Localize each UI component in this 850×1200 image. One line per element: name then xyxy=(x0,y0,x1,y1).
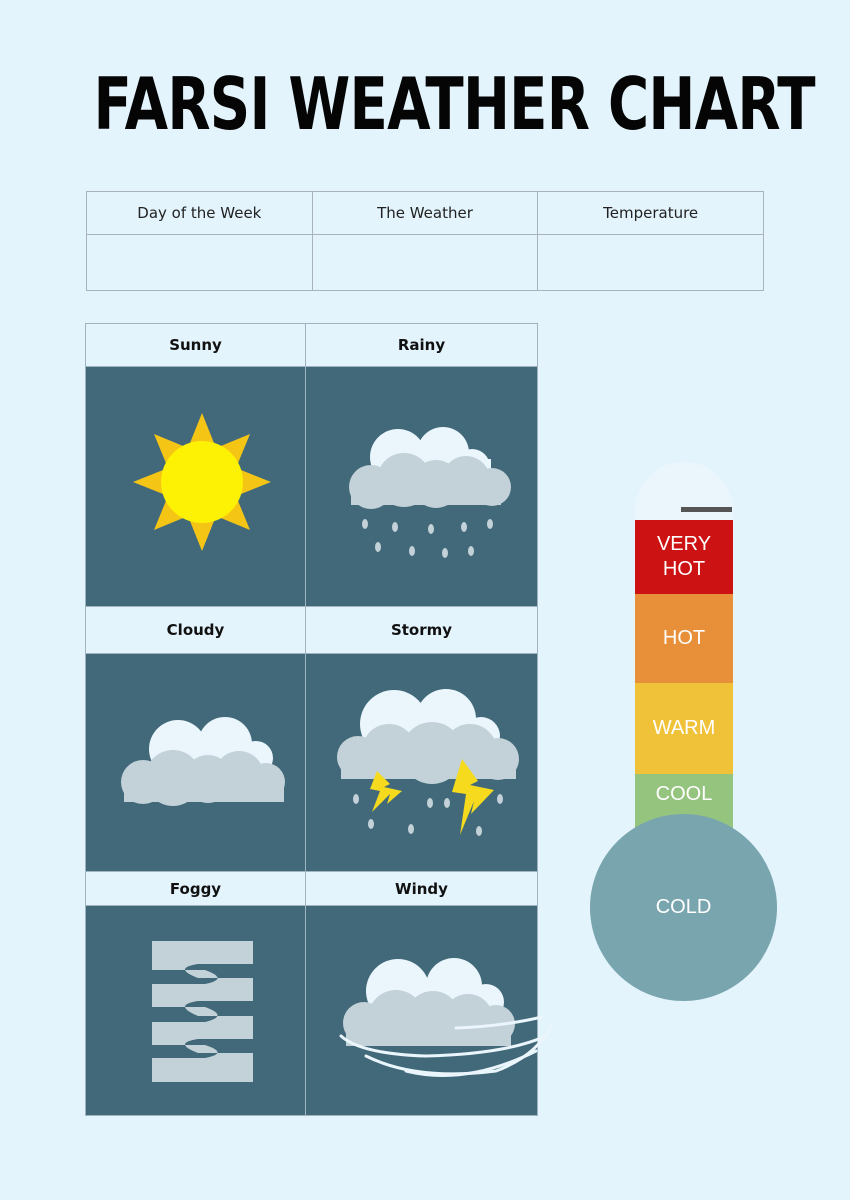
windy-cloud-icon xyxy=(306,906,556,1117)
foggy-panel xyxy=(85,905,306,1116)
band-hot-label: HOT xyxy=(662,627,706,649)
label-windy: Windy xyxy=(305,871,538,906)
header-day: Day of the Week xyxy=(87,192,313,235)
rainy-panel xyxy=(305,366,538,607)
label-sunny: Sunny xyxy=(85,323,306,367)
fog-icon xyxy=(86,906,307,1117)
header-weather: The Weather xyxy=(312,192,538,235)
day-cell[interactable] xyxy=(87,235,313,291)
page-title: FARSI WEATHER CHART xyxy=(93,62,815,146)
band-very-hot-label: VERY HOT xyxy=(656,533,712,580)
cloudy-panel xyxy=(85,653,306,872)
label-rainy: Rainy xyxy=(305,323,538,367)
windy-panel xyxy=(305,905,538,1116)
thermometer-marker xyxy=(681,507,732,512)
table-row xyxy=(87,235,764,291)
sun-icon xyxy=(86,367,307,608)
label-cloudy: Cloudy xyxy=(85,606,306,654)
label-stormy: Stormy xyxy=(305,606,538,654)
table-header-row xyxy=(87,192,764,235)
rain-cloud-icon xyxy=(306,367,539,608)
header-temperature: Temperature xyxy=(538,192,764,235)
cloud-icon xyxy=(86,654,307,873)
weather-cell[interactable] xyxy=(312,235,538,291)
storm-cloud-icon xyxy=(306,654,539,873)
temperature-cell[interactable] xyxy=(538,235,764,291)
band-cool-label: COOL xyxy=(655,783,713,805)
band-warm xyxy=(635,683,733,774)
stormy-panel xyxy=(305,653,538,872)
thermometer-bulb xyxy=(590,814,777,1001)
weather-record-table xyxy=(86,191,764,291)
band-hot xyxy=(635,594,733,683)
band-warm-label: WARM xyxy=(652,717,716,739)
label-foggy: Foggy xyxy=(85,871,306,906)
bulb-cold-label: COLD xyxy=(655,896,712,918)
band-very-hot xyxy=(635,520,733,594)
sunny-panel xyxy=(85,366,306,607)
